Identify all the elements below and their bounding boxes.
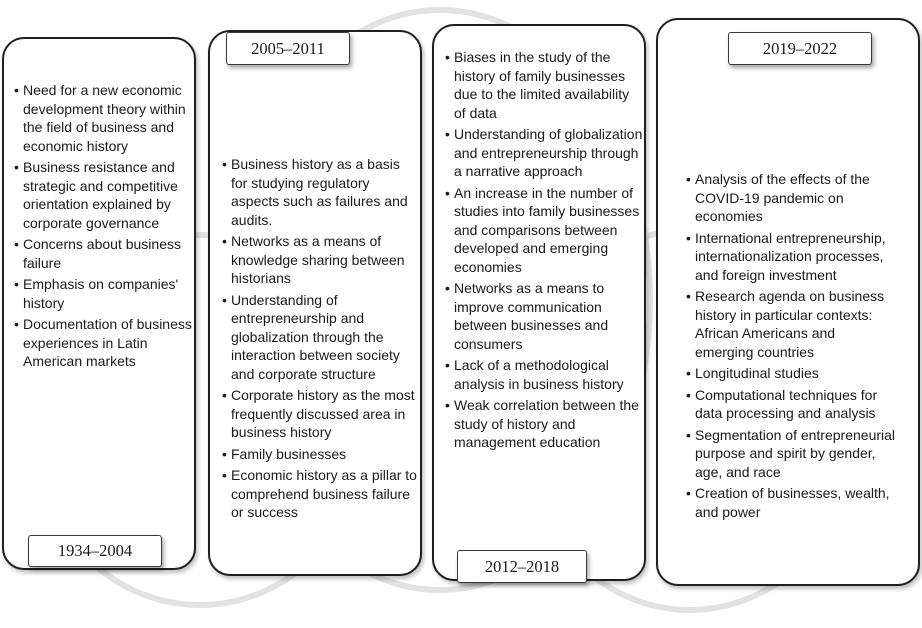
list-item: • Biases in the study of the history of family businesses due to the limited availability of data: [445, 48, 643, 122]
list-item: • Documentation of business experiences in Latin American markets: [14, 315, 192, 371]
period-label-2012-2018: 2012–2018: [457, 550, 587, 583]
list-item: • Concerns about business failure: [14, 235, 192, 272]
list-item: • Longitudinal studies: [686, 364, 896, 383]
list-item: • Weak correlation between the study of history and management education: [445, 396, 643, 452]
list-item: • Emphasis on companies' history: [14, 275, 192, 312]
list-item: • Segmentation of entrepreneurial purpose and spirit by gender, age, and race: [686, 426, 896, 482]
list-item: • Economic history as a pillar to comprehend business failure or success: [222, 466, 420, 522]
period-label-2005-2011: 2005–2011: [226, 32, 350, 65]
list-item: • Understanding of entrepreneurship and globalization through the interaction between society and corporate structure: [222, 291, 420, 384]
list-item: • Computational techniques for data processing and analysis: [686, 386, 896, 423]
list-item: • Understanding of globalization and entrepreneurship through a narrative approach: [445, 125, 643, 181]
period-panel-2012-2018: [432, 24, 646, 581]
list-item: • Lack of a methodological analysis in business history: [445, 356, 643, 393]
period-panel-2005-2011: [208, 30, 422, 576]
list-item: • Networks as a means of knowledge sharing between historians: [222, 232, 420, 288]
list-item: • Corporate history as the most frequently discussed area in business history: [222, 386, 420, 442]
list-item: • Research agenda on business history in particular contexts: African Americans and emerging countries: [686, 287, 896, 361]
list-item: • Networks as a means to improve communication between businesses and consumers: [445, 279, 643, 353]
list-item: • Business history as a basis for studying regulatory aspects such as failures and audits.: [222, 155, 420, 229]
period-label-1934-2004: 1934–2004: [28, 535, 162, 567]
period-items-2005-2011: [222, 155, 420, 525]
period-items-1934-2004: [14, 81, 192, 374]
list-item: • Analysis of the effects of the COVID-19 pandemic on economies: [686, 170, 896, 226]
list-item: • Business resistance and strategic and competitive orientation explained by corporate governance: [14, 158, 192, 232]
period-panel-1934-2004: [2, 37, 196, 570]
list-item: • Need for a new economic development theory within the field of business and economic history: [14, 81, 192, 155]
list-item: • International entrepreneurship, internationalization processes, and foreign investment: [686, 229, 896, 285]
period-items-2019-2022: [686, 170, 896, 524]
period-label-2019-2022: 2019–2022: [728, 32, 872, 65]
list-item: • Family businesses: [222, 445, 420, 464]
period-panel-2019-2022: [656, 18, 920, 586]
list-item: • An increase in the number of studies into family businesses and comparisons between developed and emerging economies: [445, 184, 643, 277]
list-item: • Creation of businesses, wealth, and power: [686, 484, 896, 521]
period-items-2012-2018: [445, 48, 643, 455]
